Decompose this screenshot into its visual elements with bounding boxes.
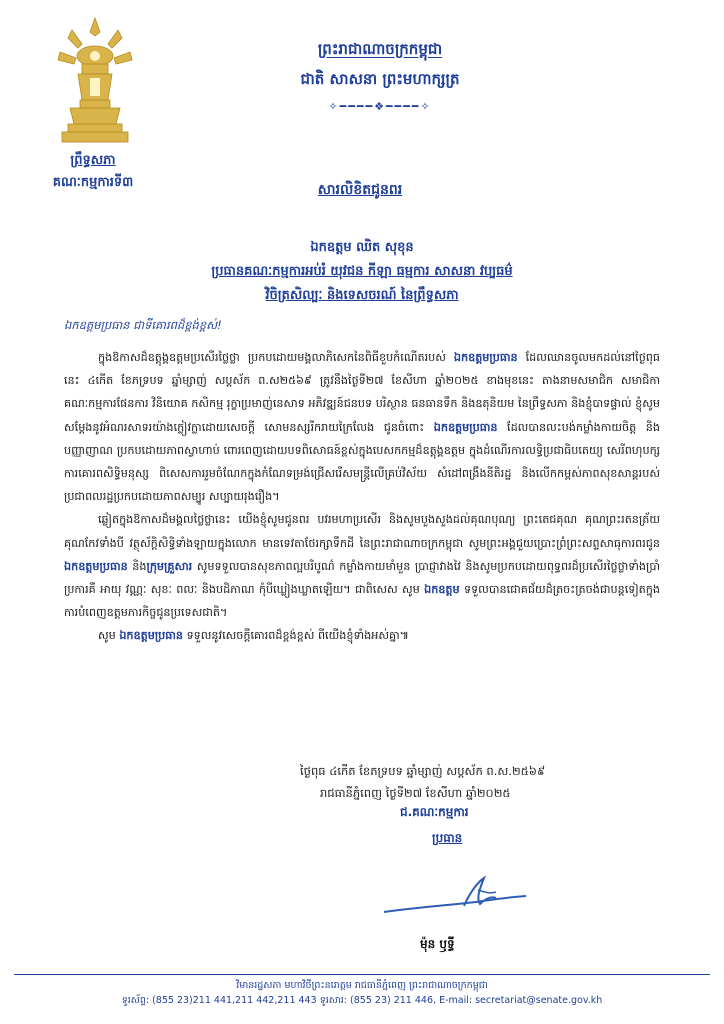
letter-body [64,346,660,648]
date-solar: រាជធានីភ្នំពេញ ថ្ងៃទី២៧ ខែសីហា ឆ្នាំ២០២៥ [320,786,511,800]
phone-number: (855 23)211 441,211 442,211 443 [152,995,317,1006]
paragraph-3 [64,624,660,647]
date-block [300,760,680,804]
committee-label: ជ.គណៈកម្មការ [400,805,469,819]
footer-address: វិមានរដ្ឋសភា មហាវិថីព្រះនរោត្តម រាជធានីភ្នំពេញ ព្រះរាជាណាចក្រកម្ពុជា [236,980,488,991]
highlight-name: ឯកឧត្តមប្រធាន [64,559,128,573]
body-text: ក្នុងឱកាសដ៏ឧត្តុង្គឧត្តមប្រសើរថ្លៃថ្លា ប្រកបដោយមង្គលាភិសេកនៃពិធីខួបកំណើតរបស់ [98,351,454,364]
body-text: និង [127,559,147,573]
email-address: E-mail: secretariat@senate.gov.kh [439,995,603,1006]
body-text: ទទួលនូវសេចក្តីគោរពដ៏ខ្ពង់ខ្ពស់ ពីយើងខ្ញុំទាំងអស់គ្នា៕ [183,629,409,643]
recipient-title-line2: វិចិត្រសិល្បៈ និងទេសចរណ៍ នៃព្រឹទ្ធសភា [265,288,459,303]
signature-icon [380,872,530,922]
body-text: ដែលបានលះបង់កម្លាំងកាយចិត្ត និងបញ្ញាញាណ ប្រកបដោយភាពស្វាហាប់ ពោរពេញដោយបទពិសោធន៍ខ្ពស់ក្នុងបេសកកម្មដ៏ឧត្តុង្គឧត្តម ក្នុងដំណើរការលទ្ធិប្រជាធិបតេយ្យ សេរីពហុបក្ស ការគោរពសិទ្ធិមនុស្ស ពិសេសការរួមចំណែកក្នុងកំណែទម្រង់ជ្រើសរើសមន្ត្រីលើគ្រប់វិស័យ សំដៅពង្រឹងនីតិរដ្ឋ និងលើកកម្ពស់ភាពសុខសាន្តរបស់ប្រជាពលរដ្ឋប្រកបដោយភាពសម្បូរ សប្បាយរុងរឿង។ [64,420,660,504]
footer-contact [14,993,710,1008]
highlight-name: ឯកឧត្តម [424,583,460,597]
body-text: សូម [98,629,120,643]
kingdom-motto [250,34,510,122]
signer-name: ម៉ុន ឫទ្ធី [420,937,455,951]
fax-label: ទូរសារ: [319,995,348,1006]
body-text: ឆ្លៀតក្នុងឱកាសដ៏មង្គលថ្លៃថ្លានេះ យើងខ្ញុំសូមជូនពរ បវរមហាប្រសើរ និងសូមបួងសួងដល់គុណបុណ្យ ព្រះតេជគុណ គុណព្រះរតនត្រ័យ គុណកែវទាំងបី វត្ថុស័ក្តិសិទ្ធិទាំងឡាយក្នុងលោក មានទេវតាថែរក្សាទឹកដី នៃព្រះរាជាណាចក្រកម្ពុជា សូមព្រះអង្គជួយប្រោះព្រំព្រះសព្ទសាធុការពរជូន [64,513,660,550]
recipient-title-line1: ប្រធានគណៈកម្មការអប់រំ យុវជន កីឡា ធម្មការ សាសនា វប្បធម៌ [211,264,513,279]
senate-line1: ព្រឹទ្ធសភា [70,153,116,168]
recipient-block [60,236,664,308]
senate-name [18,150,168,194]
highlight-name: ឯកឧត្តមប្រធាន [433,420,498,434]
paragraph-1 [64,346,660,508]
highlight-family: ក្រុមគ្រួសារ [146,559,193,573]
salutation: ឯកឧត្តមប្រធាន ជាទីគោរពដ៏ខ្ពង់ខ្ពស់! [64,318,222,332]
date-lunar: ថ្ងៃពុធ ៤កើត ខែភទ្របទ ឆ្នាំម្សាញ់ សប្តស័ក ព.ស.២៥៦៩ [300,764,546,778]
body-text: សូមទទួលបានសុខភាពល្អបរិបូណ៌ កម្លាំងកាយមាំមួន ប្រាជ្ញាវាងវៃ និងសូមប្រកបដោយពុទ្ធពរដ៏ប្រសើរថ្លៃថ្លាទាំងប្រាំប្រការគឺ អាយុ វណ្ណៈ សុខៈ ពលៈ និងបដិភាណ កុំបីឃ្លៀងឃ្លាតឡើយ។ ជាពិសេស សូម [64,559,661,597]
highlight-name: ឯកឧត្តមប្រធាន [119,629,184,643]
document-title: សារលិខិតជូនពរ [317,182,403,198]
ornament-divider: ✧━━━━❖━━━━✧ [328,100,432,113]
recipient-name: ឯកឧត្តម ឈិត សុខុន [310,240,414,255]
chair-label: ប្រធាន [432,831,463,845]
senate-committee: គណៈកម្មការទី៣ [52,175,134,190]
kingdom-line1: ព្រះរាជាណាចក្រកម្ពុជា [317,40,443,58]
footer-divider [14,974,710,975]
fax-number: (855 23) 211 446, [350,995,437,1006]
kingdom-line2: ជាតិ សាសនា ព្រះមហាក្សត្រ [300,70,460,88]
body-text: ទទួលបានជោគជ័យដ៏ត្រចះត្រចង់ជាបន្តទៀតក្នុងការបំពេញឧត្តមភារកិច្ចជូនប្រទេសជាតិ។ [64,583,660,620]
phone-label: ទូរស័ព្ទ: [121,995,150,1006]
senate-emblem-icon [52,14,138,146]
footer [14,978,710,1008]
highlight-name: ឯកឧត្តមប្រធាន [453,351,518,364]
paragraph-2 [64,508,660,624]
body-text: ដែលឈានចូលមកដល់នៅថ្ងៃពុធនេះ ៤កើត ខែភទ្របទ ឆ្នាំម្សាញ់ សប្តស័ក ព.ស២៥៦៩ ត្រូវនឹងថ្ងៃទី២៧ ខែសីហា ឆ្នាំ២០២៥ ខាងមុខនេះ តាងនាមសមាជិក សមាជិកាគណៈកម្មការផែនការ វិនិយោគ កសិកម្ម រុក្ខាប្រមាញ់នេសាទ អភិវឌ្ឍន៍ជនបទ បរិស្ថាន ធនធានទឹក និងឧតុនិយម នៃព្រឹទ្ធសភា និងខ្ញុំបាទផ្ទាល់ ខ្ញុំសូមសម្តែងនូវអំណរសាទរយ៉ាងក្លៀវក្លាដោយសេចក្តី សោមនស្សរីករាយក្រៃលែង ជូនចំពោះ [64,351,660,434]
